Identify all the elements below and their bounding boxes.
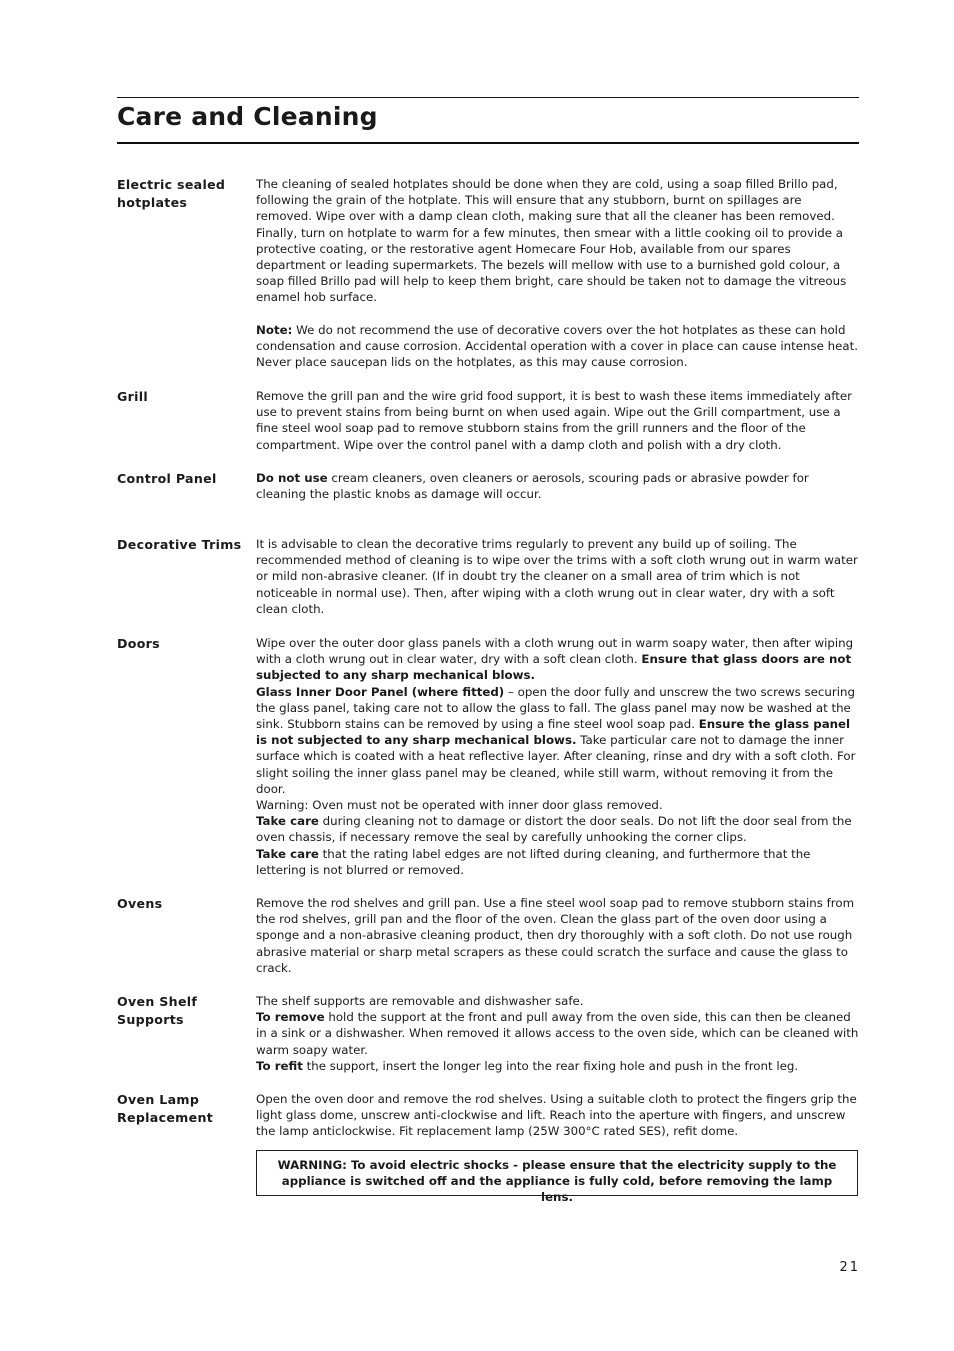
header-rule-top [117,97,859,98]
section-body [256,993,860,1074]
page-title: Care and Cleaning [117,102,378,131]
section-label: Decorative Trims [117,537,242,552]
section-label: Electric sealed hotplates [117,177,226,210]
glass-panel-label: Glass Inner Door Panel (where fitted) [256,684,505,699]
section-label: Ovens [117,896,163,911]
section-body [256,1091,860,1140]
remove-paragraph [256,1009,860,1058]
section-label: Oven Lamp Replacement [117,1092,214,1125]
section-body [256,895,860,976]
glass-panel-paragraph [256,684,860,797]
paragraph: The shelf supports are removable and dishwasher safe. [256,994,584,1008]
emphasis: To remove [256,1010,325,1025]
refit-paragraph [256,1058,860,1074]
section-body [256,388,860,453]
note-text: We do not recommend the use of decorative covers over the hot hotplates as these can hold condensation and cause corrosion. Accidental operation with a cover in place can cause intense heat. Never place saucepan lids on the hotplates, as this may cause corrosion. [256,322,858,370]
emphasis: Take care [256,814,319,829]
note-label: Note: [256,322,293,337]
paragraph: Remove the rod shelves and grill pan. Use a fine steel wool soap pad to remove stubborn stains from the rod shelves, grill pan and the floor of the oven. Clean the glass part of the oven door using a sponge and a non-abrasive cleaning product, then dry thoroughly with a soft cloth. Do not use rough abrasive material or sharp metal scrapers as these could scratch the surface and cause the glass to crack. [256,896,855,975]
text: that the rating label edges are not lifted during cleaning, and furthermore that the lettering is not blurred or removed. [256,846,811,877]
warning-paragraph: Warning: Oven must not be operated with inner door glass removed. [256,798,663,813]
text: during cleaning not to damage or distort the door seals. Do not lift the door seal from the oven chassis, if necessary remove the seal by carefully unhooking the corner clips. [256,814,852,845]
section-body [256,536,860,617]
paragraph: Remove the grill pan and the wire grid food support, it is best to wash these items immediately after use to prevent stains from being burnt on when used again. Wipe out the Grill compartment, use a fine steel wool soap pad to remove stubborn stains from the grill runners and the floor of the compartment. Wipe over the control panel with a damp cloth and polish with a dry cloth. [256,389,852,452]
paragraph: The cleaning of sealed hotplates should be done when they are cold, using a soap filled Brillo pad, following the grain of the hotplate. This will ensure that any stubborn, burnt on spillages are removed. Wipe over with a damp clean cloth, making sure that all the cleaner has been removed. Finally, turn on hotplate to warm for a few minutes, then smear with a little cooking oil to provide a protective coating, or the restorative agent Homecare Four Hob, available from our spares department or leading supermarkets. The bezels will mellow with use to a burnished gold colour, a soap filled Brillo pad will help to keep them bright, care should be taken not to damage the vitreous enamel hob surface. [256,177,847,305]
text: hold the support at the front and pull away from the oven side, this can then be cleaned in a sink or a dishwasher. When removed it allows access to the oven side, which can be cleaned with warm soapy water. [256,1010,859,1057]
emphasis: Do not use [256,471,328,485]
section-body [256,635,860,878]
section-label: Control Panel [117,471,217,486]
text: – open the door fully and unscrew the two screws securing the glass panel, taking care not to allow the glass to fall. The glass panel may now be washed at the sink. Stubborn stains can be removed by using a fine steel wool soap pad. [256,684,855,732]
section-body [256,470,860,502]
text: Wipe over the outer door glass panels with a cloth wrung out in warm soapy water, then after wiping with a cloth wrung out in clear water, dry with a soft clean cloth. [256,636,854,667]
text: the support, insert the longer leg into the rear fixing hole and push in the front leg. [302,1058,799,1073]
paragraph [256,635,860,684]
paragraph: Open the oven door and remove the rod shelves. Using a suitable cloth to protect the fingers grip the light glass dome, unscrew anti-clockwise and lift. Reach into the aperture with fingers, and unscrew the lamp anticlockwise. Fit replacement lamp (25W 300°C rated SES), refit dome. [256,1092,857,1139]
section-label: Grill [117,389,148,404]
header-rule-bottom [117,142,859,144]
take-care-paragraph [256,846,860,878]
emphasis: Take care [256,846,319,861]
emphasis: Ensure the glass panel is not subjected to any sharp mechanical blows. [256,717,851,748]
section-body [256,176,860,370]
section-label: Doors [117,636,160,651]
paragraph [256,470,860,502]
section-label: Oven Shelf Supports [117,994,198,1027]
lamp-warning-box: WARNING: To avoid electric shocks - please ensure that the electricity supply to the appliance is switched off and the appliance is fully cold, before removing the lamp lens. [256,1150,858,1196]
take-care-paragraph [256,813,860,845]
page-number: 21 [839,1260,860,1275]
text: cream cleaners, oven cleaners or aerosols, scouring pads or abrasive powder for cleaning the plastic knobs as damage will occur. [256,471,809,502]
text: Take particular care not to damage the inner surface which is coated with a heat reflective layer. After cleaning, rinse and dry with a soft cloth. For slight soiling the inner glass panel may be cleaned, while still warm, without removing it from the door. [256,733,856,796]
note-paragraph [256,322,860,371]
emphasis: Ensure that glass doors are not subjected to any sharp mechanical blows. [256,652,852,683]
emphasis: To refit [256,1058,303,1073]
paragraph: It is advisable to clean the decorative trims regularly to prevent any build up of soiling. The recommended method of cleaning is to wipe over the trims with a soft cloth wrung out in warm water or mild non-abrasive cleaner. (If in doubt try the cleaner on a small area of trim which is not noticeable in normal use). Then, after wiping with a cloth wrung out in clear water, dry with a soft clean cloth. [256,537,858,616]
